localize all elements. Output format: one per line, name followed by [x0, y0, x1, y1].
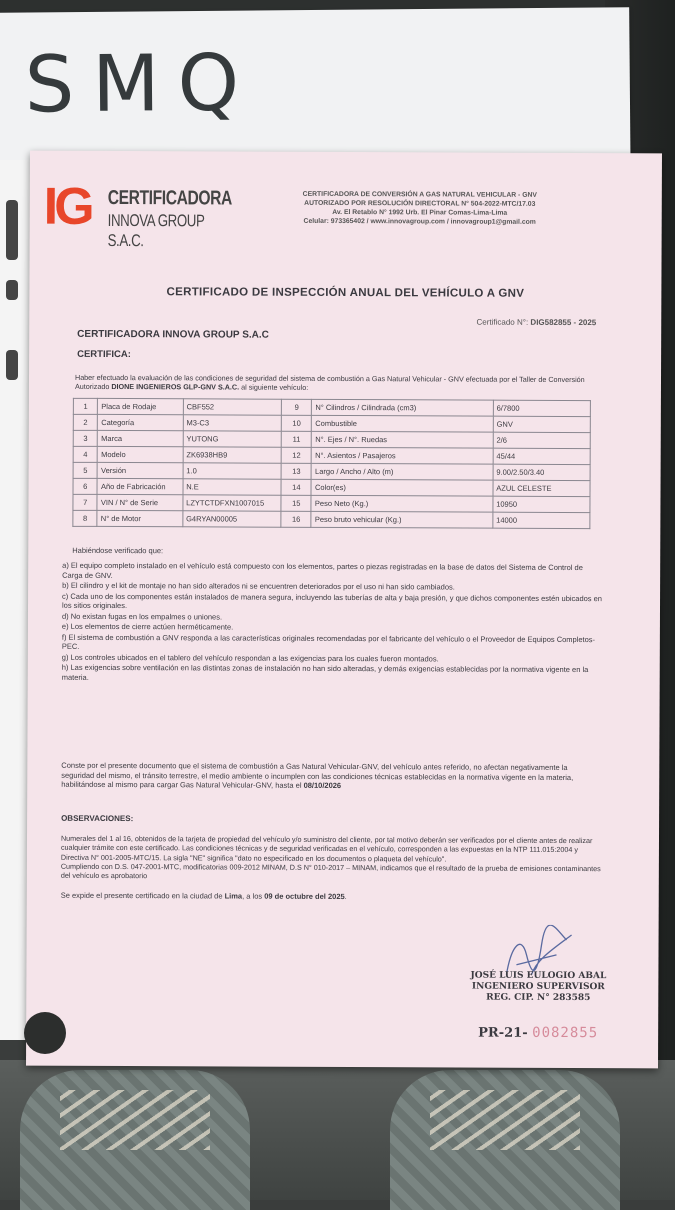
verified-item: c) Cada uno de los componentes están instalados de manera segura, incluyendo las tuberías de alta y baja presión, y que dichos componentes estén ubicados en los sitios originales. — [61, 591, 603, 611]
serial-number: 0082855 — [532, 1024, 599, 1042]
row-number: 8 — [73, 510, 97, 526]
field-value: M3-C3 — [183, 415, 281, 431]
stamp-role: INGENIERO SUPERVISOR — [471, 981, 605, 993]
field-label: Color(es) — [311, 479, 492, 496]
observacion-2: Cumpliendo con D.S. 047-2001-MTC, modificatorias 009-2012 MINAM, D.S N° 010-2017 – MINAM, indicamos que el resultado de la prueba de emisiones contaminantes del vehículo es aprobatorio — [60, 861, 601, 881]
field-label: Combustible — [312, 415, 493, 432]
row-number: 3 — [73, 430, 97, 446]
certificate-number — [477, 318, 597, 328]
field-label: Placa de Rodaje — [98, 398, 183, 414]
field-value: GNV — [493, 416, 590, 432]
supervisor-stamp — [458, 971, 618, 1005]
vehicle-table-row — [73, 510, 590, 528]
row-number: 2 — [73, 414, 97, 430]
field-value: 6/7800 — [493, 400, 590, 416]
company-info — [270, 190, 570, 227]
logo-line2: INNOVA GROUP S.A.C. — [107, 210, 205, 251]
field-value: 45/44 — [493, 448, 590, 464]
field-value: G4RYAN00005 — [183, 511, 281, 527]
info-line2: AUTORIZADO POR RESOLUCIÓN DIRECTORAL N° 504-2022-MTC/17.03 — [304, 199, 536, 208]
field-label: Largo / Ancho / Alto (m) — [312, 463, 493, 480]
info-line3: Av. El Retablo N° 1992 Urb. El Pinar Comas-Lima-Lima — [332, 208, 508, 217]
row-number: 1 — [73, 398, 97, 414]
verified-item: g) Los controles ubicados en el tablero del vehículo respondan a las exigencias para los cuales fueron montados. — [61, 652, 439, 663]
intro-paragraph: Haber efectuado la evaluación de las condiciones de seguridad del sistema de combustión a Gas Natural Vehicular - GNV efectuada por el Taller de Conversión Autorizado DIONE INGENIEROS GLP-GNV S.A.C. al siguiente vehículo: — [74, 372, 585, 392]
info-line4: Celular: 973365402 / www.innovagroup.com / innovagroup1@gmail.com — [303, 217, 536, 226]
handwritten-note: SMQ — [24, 38, 258, 131]
shoe-right — [390, 1070, 620, 1210]
workshop-name: DIONE INGENIEROS GLP-GNV S.A.C. — [111, 381, 240, 392]
logo-ig: IG — [43, 177, 91, 236]
field-label: VIN / N° de Serie — [97, 494, 182, 510]
verified-item: d) No existan fugas en los empalmes o uniones. — [61, 611, 223, 621]
punch-hole — [24, 1012, 66, 1054]
row-number: 10 — [281, 415, 311, 431]
verified-item: h) Las exigencias sobre ventilación en las distintas zonas de instalación no han sido alteradas, y demás exigencias establecidas por la normativa vigente en la materia. — [61, 662, 589, 682]
row-number: 6 — [73, 478, 97, 494]
field-value: 10950 — [493, 496, 590, 512]
valid-until: 08/10/2026 — [303, 780, 342, 790]
observaciones — [61, 834, 601, 883]
issue-city: Lima — [224, 891, 243, 901]
stamp-name: JOSÉ LUIS EULOGIO ABAL — [470, 970, 607, 982]
issue-date: 09 de octubre del 2025 — [264, 891, 345, 902]
row-number: 11 — [281, 431, 311, 447]
field-label: Año de Fabricación — [97, 478, 182, 494]
vehicle-table — [72, 398, 591, 529]
field-label: N° Cilindros / Cilindrada (cm3) — [312, 399, 493, 416]
certificate-document — [26, 151, 662, 1069]
issue-statement: Se expide el presente certificado en la ciudad de Lima, a los 09 de octubre del 2025. — [60, 890, 347, 902]
company-logo — [43, 177, 244, 251]
field-label: Modelo — [98, 446, 183, 462]
field-value: YUTONG — [183, 431, 281, 447]
observacion-1: Numerales del 1 al 16, obtenidos de la tarjeta de propiedad del vehículo y/o suministro del cliente, por tal motivo deberán ser verificados por el cliente antes de realizar cualquier trámite con este certificado. Las condiciones técnicas y de seguridad verificadas en el vehículo, corresponden a las expuestas en la NTP 111.015:2004 y Directiva N° 001-2005-MTC/15. La sigla "NE" significa "dato no especificado en los documentos o plaqueta del vehículo". — [60, 833, 593, 864]
form-code: PR-21- — [478, 1025, 528, 1041]
verified-item: f) El sistema de combustión a GNV responda a las características originales recomendadas por el fabricante del vehículo o el Proveedor de Equipos Completos-PEC. — [61, 632, 596, 651]
field-value: AZUL CELESTE — [493, 480, 590, 496]
field-value: 2/6 — [493, 432, 590, 448]
logo-line1: CERTIFICADORA — [107, 186, 232, 210]
row-number: 7 — [73, 494, 97, 510]
conste-paragraph: Conste por el presente documento que el sistema de combustión a Gas Natural Vehicular-GNV, del vehículo antes referido, no afectan negativamente la seguridad del mismo, el tránsito terrestre, el medio ambiente o incumplen con las condiciones técnicas establecidas en la normativa vigente en la materia, habilitándose al mismo para cargar Gas Natural Vehicular-GNV, hasta el 08/10/2026 — [61, 760, 574, 790]
document-title: CERTIFICADO DE INSPECCIÓN ANUAL DEL VEHÍCULO A GNV — [166, 286, 525, 300]
row-number: 5 — [73, 462, 97, 478]
field-value: CBF552 — [183, 399, 281, 415]
certifica-heading: CERTIFICA: — [77, 348, 131, 361]
row-number: 13 — [281, 463, 311, 479]
verified-item: a) El equipo completo instalado en el vehículo está compuesto con los elementos, partes o piezas registradas en la base de datos del Sistema de Control de Carga de GNV. — [62, 560, 583, 580]
field-label: N°. Ejes / N°. Ruedas — [312, 431, 493, 448]
shoe-left — [20, 1070, 250, 1210]
certificate-number-value: DIG582855 - 2025 — [530, 317, 597, 328]
field-value: 14000 — [493, 512, 590, 528]
row-number: 14 — [281, 479, 311, 495]
row-number: 12 — [281, 447, 311, 463]
stamp-reg: REG. CIP. N° 283585 — [486, 992, 591, 1004]
row-number: 15 — [281, 495, 311, 511]
field-label: Versión — [97, 462, 182, 478]
company-name: CERTIFICADORA INNOVA GROUP S.A.C — [77, 328, 269, 341]
verified-intro: Habiéndose verificado que: — [72, 545, 164, 556]
info-line1: CERTIFICADORA DE CONVERSIÓN A GAS NATURAL VEHICULAR - GNV — [302, 190, 537, 199]
field-label: N°. Asientos / Pasajeros — [312, 447, 493, 464]
verified-item: e) Los elementos de cierre actúen herméticamente. — [61, 621, 234, 632]
observaciones-title: OBSERVACIONES: — [61, 813, 134, 824]
field-label: N° de Motor — [97, 510, 182, 526]
verified-item: b) El cilindro y el kit de montaje no han sido alterados ni se encuentren deteriorados por el uso ni han sido cambiados. — [62, 580, 455, 592]
form-serial — [478, 1025, 598, 1042]
field-value: ZK6938HB9 — [183, 447, 281, 463]
field-value: N.E — [183, 479, 281, 495]
field-label: Peso Neto (Kg.) — [311, 495, 492, 512]
field-value: 1.0 — [183, 463, 281, 479]
row-number: 9 — [281, 399, 311, 415]
field-value: LZYTCTDFXN1007015 — [183, 495, 281, 511]
verified-items — [62, 561, 603, 685]
row-number: 16 — [281, 511, 311, 527]
row-number: 4 — [73, 446, 97, 462]
field-label: Peso bruto vehicular (Kg.) — [311, 511, 492, 528]
field-value: 9.00/2.50/3.40 — [493, 464, 590, 480]
field-label: Marca — [98, 430, 183, 446]
field-label: Categoría — [98, 414, 183, 430]
certificate-number-label: Certificado N°: — [476, 317, 529, 327]
